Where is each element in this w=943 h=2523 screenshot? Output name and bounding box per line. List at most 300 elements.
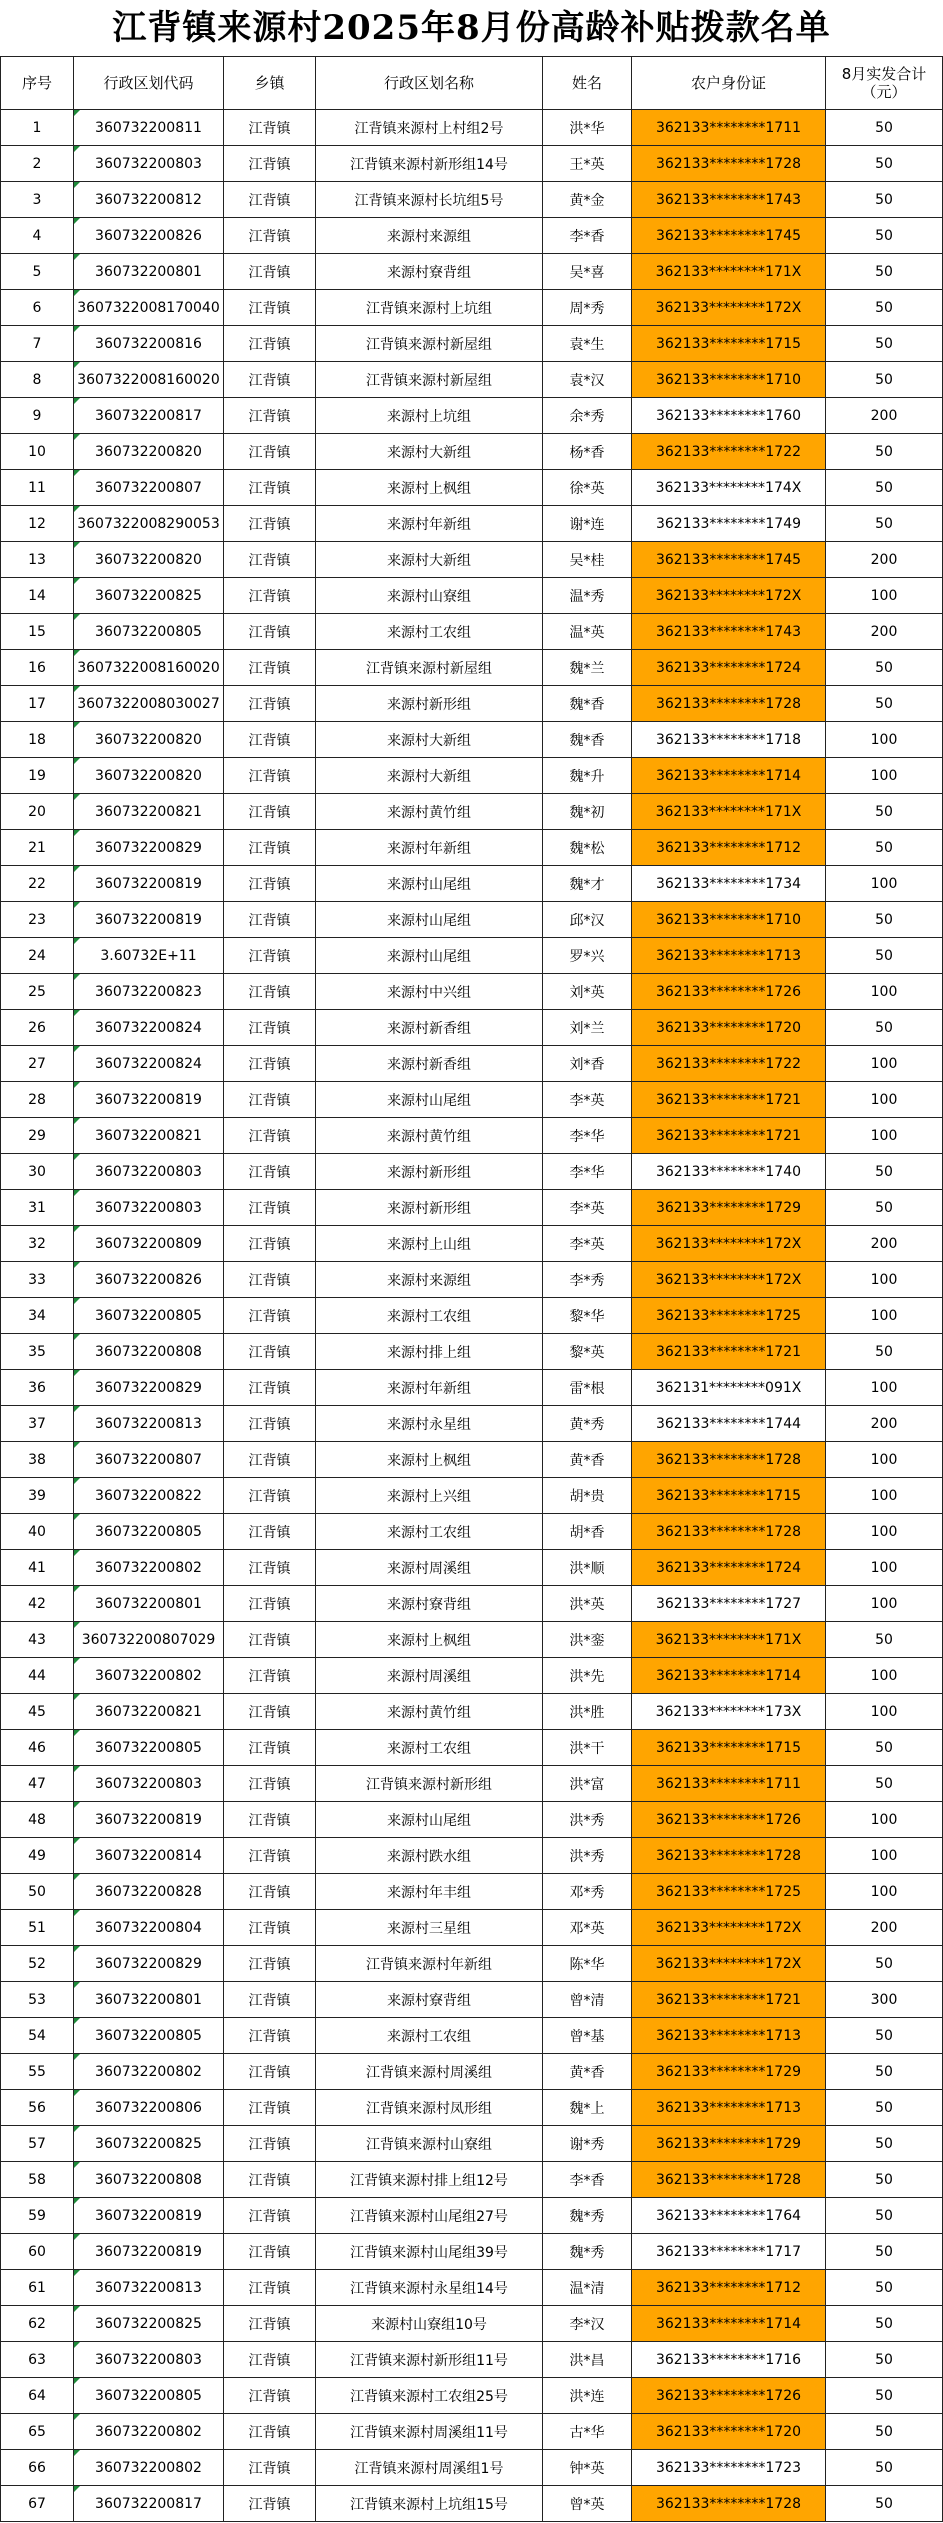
cell-area-name[interactable]: 江背镇来源村山尾组27号 [316, 2198, 543, 2234]
table-row[interactable] [1, 2090, 943, 2126]
cell-amount[interactable]: 200 [826, 1910, 943, 1946]
cell-id-card[interactable]: 362133********1713 [632, 938, 826, 974]
cell-name[interactable]: 黄*香 [543, 2054, 632, 2090]
cell-id-card[interactable]: 362133********1710 [632, 902, 826, 938]
cell-seq[interactable]: 44 [1, 1658, 74, 1694]
cell-area-name[interactable]: 江背镇来源村工农组25号 [316, 2378, 543, 2414]
cell-area-code[interactable]: 360732200828 [74, 1874, 224, 1910]
table-row[interactable] [1, 2342, 943, 2378]
cell-town[interactable]: 江背镇 [224, 1802, 316, 1838]
table-row[interactable] [1, 1010, 943, 1046]
cell-seq[interactable]: 3 [1, 182, 74, 218]
cell-id-card[interactable]: 362133********1728 [632, 1442, 826, 1478]
cell-amount[interactable]: 50 [826, 362, 943, 398]
cell-amount[interactable]: 50 [826, 1946, 943, 1982]
cell-name[interactable]: 李*华 [543, 1154, 632, 1190]
cell-area-name[interactable]: 来源村年丰组 [316, 1874, 543, 1910]
cell-id-card[interactable]: 362133********1715 [632, 1478, 826, 1514]
cell-seq[interactable]: 43 [1, 1622, 74, 1658]
cell-area-code[interactable]: 360732200829 [74, 1370, 224, 1406]
table-row[interactable] [1, 1838, 943, 1874]
table-row[interactable] [1, 2162, 943, 2198]
table-row[interactable] [1, 1658, 943, 1694]
cell-area-name[interactable]: 来源村新香组 [316, 1010, 543, 1046]
cell-amount[interactable]: 50 [826, 2414, 943, 2450]
cell-name[interactable]: 洪*銮 [543, 1622, 632, 1658]
cell-area-code[interactable]: 360732200817 [74, 398, 224, 434]
cell-amount[interactable]: 100 [826, 1838, 943, 1874]
cell-seq[interactable]: 37 [1, 1406, 74, 1442]
cell-seq[interactable]: 54 [1, 2018, 74, 2054]
cell-area-code[interactable]: 360732200805 [74, 614, 224, 650]
cell-name[interactable]: 洪*胜 [543, 1694, 632, 1730]
cell-name[interactable]: 余*秀 [543, 398, 632, 434]
table-row[interactable] [1, 1766, 943, 1802]
cell-id-card[interactable]: 362133********1729 [632, 1190, 826, 1226]
cell-name[interactable]: 邱*汉 [543, 902, 632, 938]
cell-area-name[interactable]: 来源村上坑组 [316, 398, 543, 434]
cell-area-code[interactable]: 360732200825 [74, 578, 224, 614]
cell-area-code[interactable]: 360732200802 [74, 1658, 224, 1694]
table-row[interactable] [1, 1514, 943, 1550]
cell-id-card[interactable]: 362133********1740 [632, 1154, 826, 1190]
cell-id-card[interactable]: 362133********1728 [632, 686, 826, 722]
cell-town[interactable]: 江背镇 [224, 1154, 316, 1190]
cell-area-code[interactable]: 360732200821 [74, 1694, 224, 1730]
cell-name[interactable]: 胡*贵 [543, 1478, 632, 1514]
cell-seq[interactable]: 16 [1, 650, 74, 686]
cell-area-code[interactable]: 360732200814 [74, 1838, 224, 1874]
cell-amount[interactable]: 100 [826, 1298, 943, 1334]
cell-name[interactable]: 魏*上 [543, 2090, 632, 2126]
cell-id-card[interactable]: 362133********1728 [632, 1514, 826, 1550]
cell-area-code[interactable]: 360732200819 [74, 866, 224, 902]
cell-town[interactable]: 江背镇 [224, 1010, 316, 1046]
cell-name[interactable]: 谢*连 [543, 506, 632, 542]
table-row[interactable] [1, 362, 943, 398]
cell-area-code[interactable]: 360732200811 [74, 110, 224, 146]
cell-name[interactable]: 罗*兴 [543, 938, 632, 974]
cell-id-card[interactable]: 362133********1713 [632, 2018, 826, 2054]
cell-town[interactable]: 江背镇 [224, 902, 316, 938]
cell-area-name[interactable]: 来源村寮背组 [316, 1586, 543, 1622]
cell-amount[interactable]: 100 [826, 1874, 943, 1910]
cell-amount[interactable]: 50 [826, 326, 943, 362]
cell-seq[interactable]: 4 [1, 218, 74, 254]
cell-area-name[interactable]: 江背镇来源村年新组 [316, 1946, 543, 1982]
cell-id-card[interactable]: 362133********172X [632, 1226, 826, 1262]
cell-area-name[interactable]: 来源村上山组 [316, 1226, 543, 1262]
cell-area-name[interactable]: 来源村跌水组 [316, 1838, 543, 1874]
cell-name[interactable]: 李*英 [543, 1082, 632, 1118]
cell-seq[interactable]: 6 [1, 290, 74, 326]
cell-amount[interactable]: 50 [826, 830, 943, 866]
cell-amount[interactable]: 300 [826, 1982, 943, 2018]
cell-area-name[interactable]: 来源村山尾组 [316, 902, 543, 938]
cell-id-card[interactable]: 362133********171X [632, 254, 826, 290]
cell-area-name[interactable]: 来源村山寮组 [316, 578, 543, 614]
cell-area-code[interactable]: 3.60732E+11 [74, 938, 224, 974]
cell-area-code[interactable]: 3607322008290053 [74, 506, 224, 542]
table-row[interactable] [1, 218, 943, 254]
cell-town[interactable]: 江背镇 [224, 1838, 316, 1874]
cell-area-code[interactable]: 360732200801 [74, 1982, 224, 2018]
cell-id-card[interactable]: 362133********1724 [632, 650, 826, 686]
table-row[interactable] [1, 542, 943, 578]
cell-town[interactable]: 江背镇 [224, 110, 316, 146]
cell-area-code[interactable]: 360732200805 [74, 1298, 224, 1334]
cell-amount[interactable]: 100 [826, 1586, 943, 1622]
cell-name[interactable]: 邓*英 [543, 1910, 632, 1946]
cell-town[interactable]: 江背镇 [224, 2162, 316, 2198]
cell-id-card[interactable]: 362133********1726 [632, 974, 826, 1010]
cell-seq[interactable]: 23 [1, 902, 74, 938]
cell-area-code[interactable]: 360732200808 [74, 2162, 224, 2198]
cell-id-card[interactable]: 362133********1711 [632, 110, 826, 146]
cell-id-card[interactable]: 362133********1724 [632, 1550, 826, 1586]
cell-area-code[interactable]: 360732200808 [74, 1334, 224, 1370]
cell-amount[interactable]: 50 [826, 218, 943, 254]
cell-area-name[interactable]: 江背镇来源村新屋组 [316, 362, 543, 398]
cell-name[interactable]: 李*秀 [543, 1262, 632, 1298]
cell-town[interactable]: 江背镇 [224, 218, 316, 254]
cell-id-card[interactable]: 362133********1728 [632, 2162, 826, 2198]
cell-town[interactable]: 江背镇 [224, 1874, 316, 1910]
cell-seq[interactable]: 9 [1, 398, 74, 434]
cell-town[interactable]: 江背镇 [224, 2234, 316, 2270]
cell-area-name[interactable]: 江背镇来源村周溪组 [316, 2054, 543, 2090]
cell-name[interactable]: 魏*升 [543, 758, 632, 794]
cell-area-code[interactable]: 360732200825 [74, 2126, 224, 2162]
cell-area-code[interactable]: 360732200819 [74, 2198, 224, 2234]
cell-area-name[interactable]: 江背镇来源村新屋组 [316, 326, 543, 362]
table-row[interactable] [1, 1874, 943, 1910]
cell-seq[interactable]: 2 [1, 146, 74, 182]
cell-name[interactable]: 刘*香 [543, 1046, 632, 1082]
table-row[interactable] [1, 2378, 943, 2414]
cell-town[interactable]: 江背镇 [224, 1442, 316, 1478]
cell-area-code[interactable]: 360732200823 [74, 974, 224, 1010]
cell-area-code[interactable]: 360732200803 [74, 1190, 224, 1226]
cell-seq[interactable]: 28 [1, 1082, 74, 1118]
cell-id-card[interactable]: 362133********1728 [632, 146, 826, 182]
table-row[interactable] [1, 1910, 943, 1946]
table-row[interactable] [1, 1586, 943, 1622]
table-row[interactable] [1, 938, 943, 974]
cell-area-code[interactable]: 360732200803 [74, 1154, 224, 1190]
cell-seq[interactable]: 60 [1, 2234, 74, 2270]
cell-id-card[interactable]: 362133********1722 [632, 434, 826, 470]
cell-amount[interactable]: 50 [826, 2486, 943, 2522]
table-row[interactable] [1, 1226, 943, 1262]
cell-area-code[interactable]: 360732200802 [74, 2054, 224, 2090]
cell-town[interactable]: 江背镇 [224, 1082, 316, 1118]
table-row[interactable] [1, 1154, 943, 1190]
cell-area-code[interactable]: 360732200802 [74, 2414, 224, 2450]
cell-id-card[interactable]: 362131********091X [632, 1370, 826, 1406]
cell-area-code[interactable]: 360732200819 [74, 1082, 224, 1118]
cell-town[interactable]: 江背镇 [224, 722, 316, 758]
table-row[interactable] [1, 974, 943, 1010]
cell-amount[interactable]: 100 [826, 1802, 943, 1838]
cell-name[interactable]: 魏*秀 [543, 2198, 632, 2234]
cell-town[interactable]: 江背镇 [224, 1550, 316, 1586]
cell-seq[interactable]: 61 [1, 2270, 74, 2306]
cell-seq[interactable]: 34 [1, 1298, 74, 1334]
cell-id-card[interactable]: 362133********1725 [632, 1874, 826, 1910]
table-row[interactable] [1, 1550, 943, 1586]
cell-seq[interactable]: 49 [1, 1838, 74, 1874]
cell-area-name[interactable]: 来源村新形组 [316, 1154, 543, 1190]
table-row[interactable] [1, 1298, 943, 1334]
cell-id-card[interactable]: 362133********1712 [632, 830, 826, 866]
cell-area-code[interactable]: 360732200807029 [74, 1622, 224, 1658]
cell-area-code[interactable]: 360732200805 [74, 1730, 224, 1766]
cell-seq[interactable]: 53 [1, 1982, 74, 2018]
cell-name[interactable]: 洪*英 [543, 1586, 632, 1622]
cell-id-card[interactable]: 362133********1713 [632, 2090, 826, 2126]
cell-area-code[interactable]: 360732200803 [74, 2342, 224, 2378]
table-row[interactable] [1, 2198, 943, 2234]
cell-seq[interactable]: 5 [1, 254, 74, 290]
cell-amount[interactable]: 100 [826, 1442, 943, 1478]
cell-area-name[interactable]: 来源村新形组 [316, 686, 543, 722]
cell-id-card[interactable]: 362133********1717 [632, 2234, 826, 2270]
cell-area-name[interactable]: 来源村三星组 [316, 1910, 543, 1946]
cell-town[interactable]: 江背镇 [224, 1226, 316, 1262]
cell-seq[interactable]: 14 [1, 578, 74, 614]
cell-town[interactable]: 江背镇 [224, 2090, 316, 2126]
cell-amount[interactable]: 100 [826, 758, 943, 794]
table-row[interactable] [1, 2414, 943, 2450]
cell-seq[interactable]: 62 [1, 2306, 74, 2342]
cell-seq[interactable]: 35 [1, 1334, 74, 1370]
cell-town[interactable]: 江背镇 [224, 2450, 316, 2486]
cell-amount[interactable]: 50 [826, 290, 943, 326]
cell-town[interactable]: 江背镇 [224, 254, 316, 290]
cell-seq[interactable]: 31 [1, 1190, 74, 1226]
cell-area-name[interactable]: 来源村排上组 [316, 1334, 543, 1370]
cell-area-name[interactable]: 江背镇来源村周溪组11号 [316, 2414, 543, 2450]
cell-area-name[interactable]: 江背镇来源村新形组11号 [316, 2342, 543, 2378]
cell-id-card[interactable]: 362133********1712 [632, 2270, 826, 2306]
table-row[interactable] [1, 434, 943, 470]
cell-seq[interactable]: 36 [1, 1370, 74, 1406]
cell-seq[interactable]: 32 [1, 1226, 74, 1262]
cell-area-code[interactable]: 360732200825 [74, 2306, 224, 2342]
cell-name[interactable]: 古*华 [543, 2414, 632, 2450]
cell-seq[interactable]: 22 [1, 866, 74, 902]
cell-area-code[interactable]: 360732200803 [74, 146, 224, 182]
cell-area-code[interactable]: 360732200817 [74, 2486, 224, 2522]
cell-area-name[interactable]: 来源村山尾组 [316, 866, 543, 902]
cell-town[interactable]: 江背镇 [224, 830, 316, 866]
table-row[interactable] [1, 506, 943, 542]
cell-area-name[interactable]: 江背镇来源村新形组 [316, 1766, 543, 1802]
cell-name[interactable]: 徐*英 [543, 470, 632, 506]
cell-amount[interactable]: 50 [826, 506, 943, 542]
cell-seq[interactable]: 39 [1, 1478, 74, 1514]
cell-town[interactable]: 江背镇 [224, 866, 316, 902]
cell-id-card[interactable]: 362133********1727 [632, 1586, 826, 1622]
cell-area-name[interactable]: 来源村工农组 [316, 1730, 543, 1766]
cell-id-card[interactable]: 362133********1720 [632, 2414, 826, 2450]
cell-name[interactable]: 洪*秀 [543, 1838, 632, 1874]
cell-name[interactable]: 魏*初 [543, 794, 632, 830]
cell-name[interactable]: 李*香 [543, 2162, 632, 2198]
cell-amount[interactable]: 50 [826, 2054, 943, 2090]
cell-town[interactable]: 江背镇 [224, 1406, 316, 1442]
cell-amount[interactable]: 200 [826, 1406, 943, 1442]
cell-area-code[interactable]: 360732200801 [74, 1586, 224, 1622]
cell-area-code[interactable]: 360732200820 [74, 542, 224, 578]
table-row[interactable] [1, 1442, 943, 1478]
cell-amount[interactable]: 100 [826, 1658, 943, 1694]
cell-area-code[interactable]: 360732200826 [74, 1262, 224, 1298]
cell-town[interactable]: 江背镇 [224, 326, 316, 362]
cell-seq[interactable]: 1 [1, 110, 74, 146]
cell-area-code[interactable]: 360732200801 [74, 254, 224, 290]
cell-id-card[interactable]: 362133********1720 [632, 1010, 826, 1046]
cell-id-card[interactable]: 362133********1715 [632, 1730, 826, 1766]
cell-amount[interactable]: 50 [826, 254, 943, 290]
cell-seq[interactable]: 38 [1, 1442, 74, 1478]
cell-town[interactable]: 江背镇 [224, 2126, 316, 2162]
cell-name[interactable]: 刘*兰 [543, 1010, 632, 1046]
cell-town[interactable]: 江背镇 [224, 1118, 316, 1154]
cell-area-name[interactable]: 江背镇来源村新屋组 [316, 650, 543, 686]
cell-area-code[interactable]: 360732200804 [74, 1910, 224, 1946]
table-row[interactable] [1, 1262, 943, 1298]
cell-seq[interactable]: 48 [1, 1802, 74, 1838]
cell-amount[interactable]: 50 [826, 1190, 943, 1226]
cell-area-code[interactable]: 360732200806 [74, 2090, 224, 2126]
cell-town[interactable]: 江背镇 [224, 1730, 316, 1766]
cell-name[interactable]: 李*汉 [543, 2306, 632, 2342]
cell-town[interactable]: 江背镇 [224, 398, 316, 434]
cell-town[interactable]: 江背镇 [224, 938, 316, 974]
cell-seq[interactable]: 29 [1, 1118, 74, 1154]
table-row[interactable] [1, 2234, 943, 2270]
cell-amount[interactable]: 50 [826, 2198, 943, 2234]
cell-area-name[interactable]: 来源村黄竹组 [316, 1118, 543, 1154]
cell-name[interactable]: 雷*根 [543, 1370, 632, 1406]
cell-seq[interactable]: 13 [1, 542, 74, 578]
table-row[interactable] [1, 2054, 943, 2090]
table-row[interactable] [1, 830, 943, 866]
table-row[interactable] [1, 1478, 943, 1514]
cell-seq[interactable]: 46 [1, 1730, 74, 1766]
cell-area-name[interactable]: 来源村中兴组 [316, 974, 543, 1010]
cell-id-card[interactable]: 362133********171X [632, 1622, 826, 1658]
cell-id-card[interactable]: 362133********1728 [632, 2486, 826, 2522]
cell-id-card[interactable]: 362133********1721 [632, 1982, 826, 2018]
cell-area-name[interactable]: 来源村年新组 [316, 506, 543, 542]
cell-amount[interactable]: 100 [826, 1550, 943, 1586]
cell-id-card[interactable]: 362133********1714 [632, 2306, 826, 2342]
cell-area-name[interactable]: 来源村上枫组 [316, 470, 543, 506]
cell-area-name[interactable]: 江背镇来源村凤形组 [316, 2090, 543, 2126]
cell-seq[interactable]: 45 [1, 1694, 74, 1730]
table-row[interactable] [1, 686, 943, 722]
cell-area-code[interactable]: 360732200807 [74, 470, 224, 506]
cell-area-name[interactable]: 来源村年新组 [316, 1370, 543, 1406]
cell-seq[interactable]: 10 [1, 434, 74, 470]
table-row[interactable] [1, 326, 943, 362]
cell-area-code[interactable]: 360732200829 [74, 1946, 224, 1982]
cell-area-name[interactable]: 来源村黄竹组 [316, 1694, 543, 1730]
cell-area-code[interactable]: 3607322008030027 [74, 686, 224, 722]
cell-amount[interactable]: 50 [826, 2270, 943, 2306]
cell-seq[interactable]: 63 [1, 2342, 74, 2378]
cell-area-code[interactable]: 360732200805 [74, 2378, 224, 2414]
table-row[interactable] [1, 1622, 943, 1658]
table-row[interactable] [1, 1370, 943, 1406]
cell-seq[interactable]: 30 [1, 1154, 74, 1190]
cell-id-card[interactable]: 362133********173X [632, 1694, 826, 1730]
cell-area-code[interactable]: 360732200803 [74, 1766, 224, 1802]
cell-seq[interactable]: 25 [1, 974, 74, 1010]
cell-name[interactable]: 李*香 [543, 218, 632, 254]
cell-amount[interactable]: 100 [826, 1082, 943, 1118]
cell-seq[interactable]: 56 [1, 2090, 74, 2126]
cell-area-name[interactable]: 江背镇来源村上坑组 [316, 290, 543, 326]
cell-id-card[interactable]: 362133********1729 [632, 2126, 826, 2162]
cell-town[interactable]: 江背镇 [224, 1910, 316, 1946]
cell-amount[interactable]: 100 [826, 974, 943, 1010]
cell-area-name[interactable]: 来源村周溪组 [316, 1658, 543, 1694]
cell-area-name[interactable]: 江背镇来源村永星组14号 [316, 2270, 543, 2306]
table-row[interactable] [1, 1982, 943, 2018]
table-row[interactable] [1, 722, 943, 758]
table-row[interactable] [1, 182, 943, 218]
cell-name[interactable]: 黄*金 [543, 182, 632, 218]
cell-id-card[interactable]: 362133********1743 [632, 182, 826, 218]
cell-id-card[interactable]: 362133********1725 [632, 1298, 826, 1334]
cell-amount[interactable]: 50 [826, 2306, 943, 2342]
table-row[interactable] [1, 866, 943, 902]
table-row[interactable] [1, 2126, 943, 2162]
table-row[interactable] [1, 1190, 943, 1226]
cell-area-name[interactable]: 来源村来源组 [316, 1262, 543, 1298]
cell-amount[interactable]: 50 [826, 1622, 943, 1658]
cell-amount[interactable]: 50 [826, 1766, 943, 1802]
cell-name[interactable]: 洪*秀 [543, 1802, 632, 1838]
cell-town[interactable]: 江背镇 [224, 290, 316, 326]
cell-id-card[interactable]: 362133********1721 [632, 1082, 826, 1118]
cell-name[interactable]: 洪*昌 [543, 2342, 632, 2378]
cell-name[interactable]: 邓*秀 [543, 1874, 632, 1910]
cell-area-code[interactable]: 360732200821 [74, 1118, 224, 1154]
cell-town[interactable]: 江背镇 [224, 542, 316, 578]
cell-id-card[interactable]: 362133********1714 [632, 758, 826, 794]
cell-amount[interactable]: 100 [826, 578, 943, 614]
cell-area-code[interactable]: 360732200819 [74, 2234, 224, 2270]
cell-seq[interactable]: 33 [1, 1262, 74, 1298]
cell-amount[interactable]: 100 [826, 722, 943, 758]
cell-name[interactable]: 李*英 [543, 1190, 632, 1226]
cell-name[interactable]: 黄*香 [543, 1442, 632, 1478]
cell-amount[interactable]: 50 [826, 2162, 943, 2198]
cell-id-card[interactable]: 362133********171X [632, 794, 826, 830]
cell-seq[interactable]: 55 [1, 2054, 74, 2090]
cell-area-code[interactable]: 360732200824 [74, 1046, 224, 1082]
cell-area-name[interactable]: 来源村大新组 [316, 758, 543, 794]
cell-town[interactable]: 江背镇 [224, 1334, 316, 1370]
cell-id-card[interactable]: 362133********1718 [632, 722, 826, 758]
cell-area-code[interactable]: 360732200820 [74, 758, 224, 794]
cell-area-code[interactable]: 3607322008160020 [74, 650, 224, 686]
